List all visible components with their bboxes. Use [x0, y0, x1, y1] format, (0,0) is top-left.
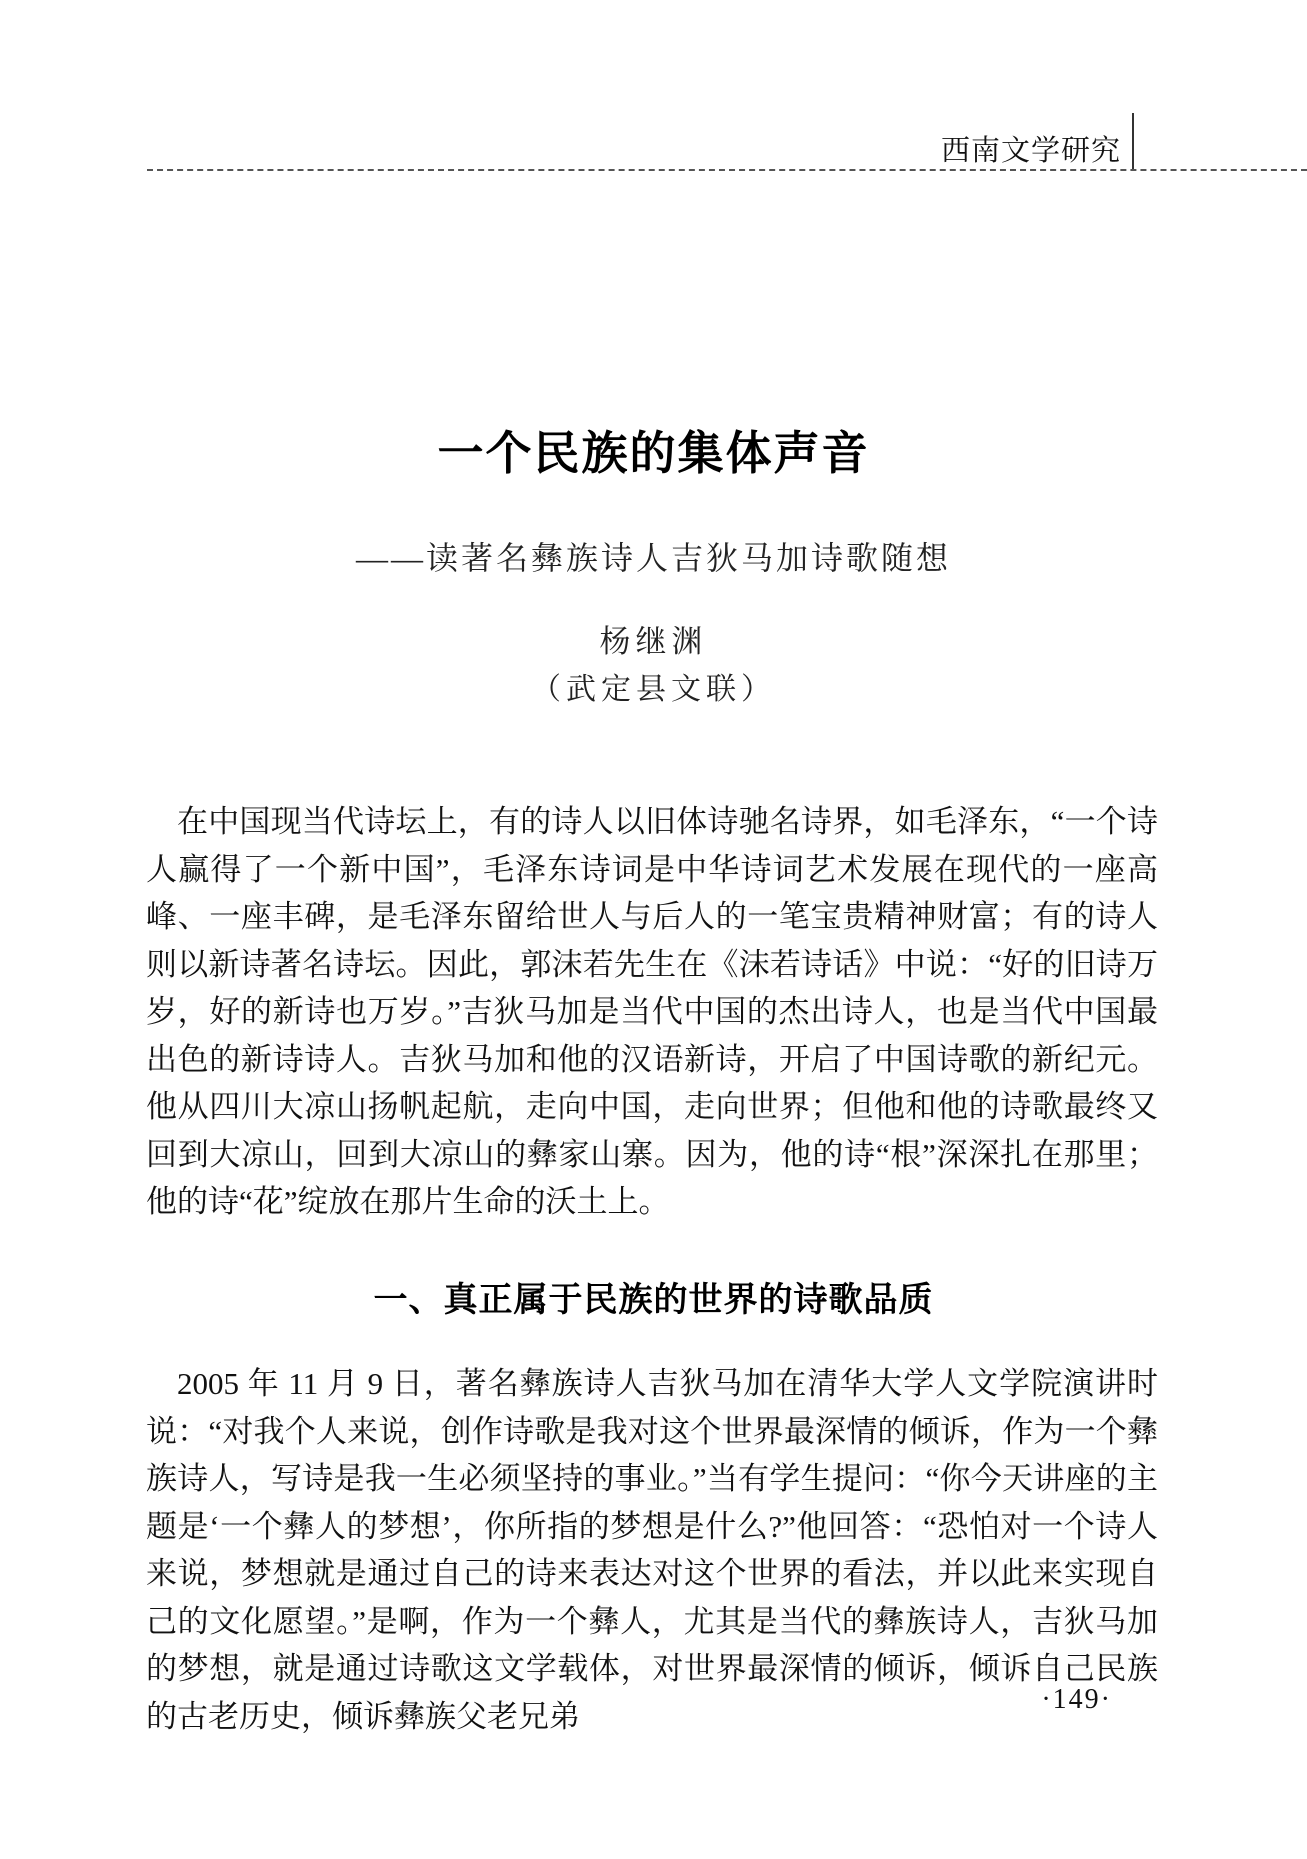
intro-paragraph: 在中国现当代诗坛上，有的诗人以旧体诗驰名诗界，如毛泽东，“一个诗人赢得了一个新中国”，毛泽东诗词是中华诗词艺术发展在现代的一座高峰、一座丰碑，是毛泽东留给世人与后人的一笔宝贵精神财富；有的诗人则以新诗著名诗坛。因此，郭沫若先生在《沫若诗话》中说：“好的旧诗万岁，好的新诗也万岁。”吉狄马加是当代中国的杰出诗人，也是当代中国最出色的新诗诗人。吉狄马加和他的汉语新诗，开启了中国诗歌的新纪元。他从四川大凉山扬帆起航，走向中国，走向世界；但他和他的诗歌最终又回到大凉山，回到大凉山的彝家山寨。因为，他的诗“根”深深扎在那里；他的诗“花”绽放在那片生命的沃土上。: [146, 804, 1158, 1219]
header-divider-bar: [1132, 113, 1134, 171]
author-affiliation: （武定县文联）: [531, 673, 776, 706]
journal-running-head: 西南文学研究: [940, 135, 1121, 167]
header-dashed-rule: [147, 169, 1307, 171]
section-one-heading: 一、真正属于民族的世界的诗歌品质: [373, 1281, 934, 1319]
page-number: ·149·: [1041, 1684, 1112, 1715]
article-author: 杨继渊: [599, 624, 708, 659]
section-one-paragraph: 2005 年 11 月 9 日，著名彝族诗人吉狄马加在清华大学人文学院演讲时说：“对我个人来说，创作诗歌是我对这个世界最深情的倾诉，作为一个彝族诗人，写诗是我一生必须坚持的事业。”当有学生提问：“你今天讲座的主题是‘一个彝人的梦想’，你所指的梦想是什么?”他回答：“恐怕对一个诗人来说，梦想就是通过自己的诗来表达对这个世界的看法，并以此来实现自己的文化愿望。”是啊，作为一个彝人，尤其是当代的彝族诗人，吉狄马加的梦想，就是通过诗歌这文学载体，对世界最深情的倾诉，倾诉自己民族的古老历史，倾诉彝族父老兄弟: [146, 1366, 1158, 1734]
article-subtitle: ——读著名彝族诗人吉狄马加诗歌随想: [355, 540, 951, 576]
article-title: 一个民族的集体声音: [437, 428, 870, 479]
